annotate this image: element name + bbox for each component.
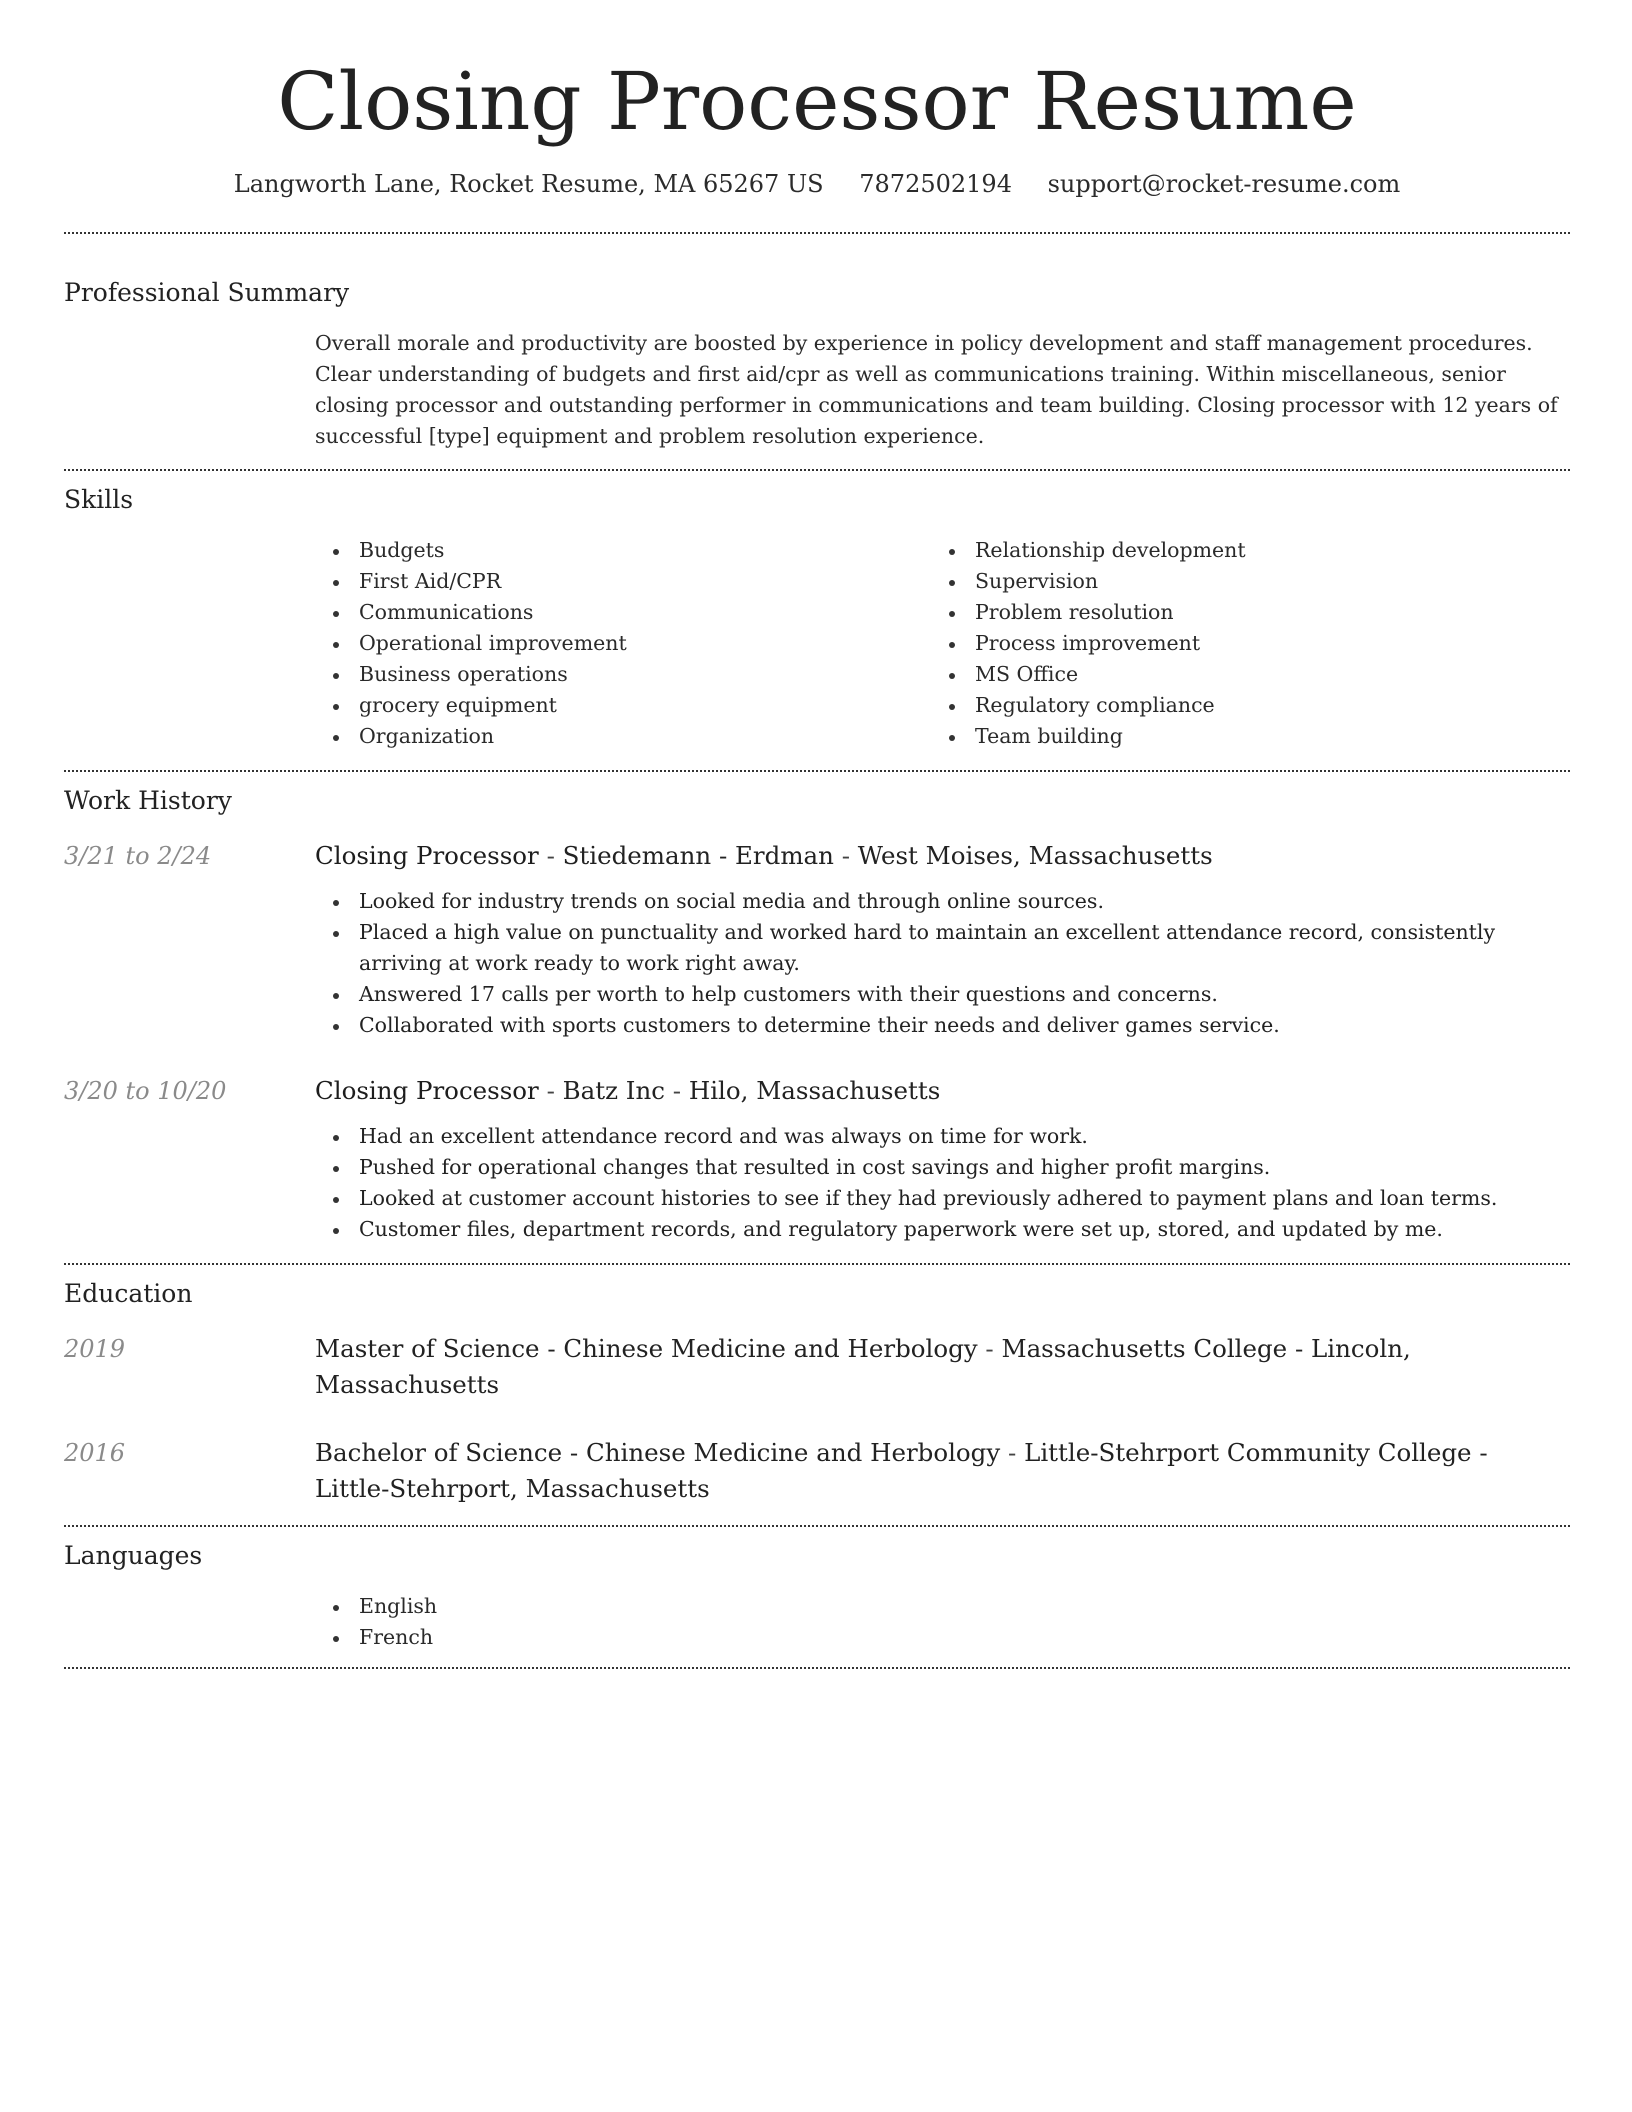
section-title-summary: Professional Summary: [64, 278, 350, 307]
list-item: Problem resolution: [931, 597, 1547, 628]
divider: [64, 1667, 1570, 1669]
list-item: Supervision: [931, 566, 1547, 597]
education-school: Little-Stehrport Community College - Little-Stehrport, Massachusetts: [315, 1438, 1488, 1503]
resume-page: [64, 0, 1570, 1669]
contact-address: Langworth Lane, Rocket Resume, MA 65267 US: [233, 170, 824, 198]
education-details: Master of Science - Chinese Medicine and Herbology - Massachusetts College - Lincoln, Massachusetts: [315, 1334, 1411, 1399]
skills-section: [64, 483, 1570, 752]
education-entry: [64, 1435, 1570, 1507]
list-item: Organization: [315, 721, 931, 752]
education-degree: Bachelor of Science - Chinese Medicine and Herbology: [315, 1438, 1001, 1467]
skills-column-left: [315, 535, 931, 752]
list-item: Answered 17 calls per worth to help customers with their questions and concerns.: [315, 979, 1565, 1010]
job-entry: [64, 838, 1570, 1041]
job-entry: [64, 1073, 1570, 1245]
education-section: [64, 1277, 1570, 1507]
languages-section: [64, 1539, 1570, 1653]
education-entry: [64, 1331, 1570, 1403]
job-company: Stiedemann - Erdman: [562, 841, 834, 870]
list-item: Looked at customer account histories to see if they had previously adhered to payment plans and loan terms.: [315, 1183, 1565, 1214]
list-item: Customer files, department records, and regulatory paperwork were set up, stored, and updated by me.: [315, 1214, 1565, 1245]
section-title-education: Education: [64, 1279, 193, 1308]
job-bullets: [315, 886, 1565, 1041]
job-role: Closing Processor: [315, 1076, 539, 1105]
list-item: First Aid/CPR: [315, 566, 931, 597]
education-year: 2016: [64, 1439, 126, 1467]
job-role: Closing Processor: [315, 841, 539, 870]
list-item: Had an excellent attendance record and was always on time for work.: [315, 1121, 1565, 1152]
job-details: [315, 1073, 1565, 1245]
page-title: Closing Processor Resume: [277, 55, 1357, 148]
job-location: Hilo, Massachusetts: [688, 1076, 941, 1105]
languages-list: [315, 1591, 1565, 1653]
job-location: West Moises, Massachusetts: [857, 841, 1213, 870]
job-dates: 3/20 to 10/20: [64, 1077, 227, 1105]
education-year: 2019: [64, 1335, 126, 1363]
list-item: Business operations: [315, 659, 931, 690]
job-heading: Closing Processor - Stiedemann - Erdman - West Moises, Massachusetts: [315, 841, 1213, 870]
education-degree: Master of Science - Chinese Medicine and Herbology: [315, 1334, 978, 1363]
list-item: Process improvement: [931, 628, 1547, 659]
list-item: Looked for industry trends on social media and through online sources.: [315, 886, 1565, 917]
list-item: Collaborated with sports customers to determine their needs and deliver games service.: [315, 1010, 1565, 1041]
divider: [64, 232, 1570, 234]
list-item: Placed a high value on punctuality and worked hard to maintain an excellent attendance record, consistently arriving at work ready to work right away.: [315, 917, 1565, 979]
job-bullets: [315, 1121, 1565, 1245]
section-title-work: Work History: [64, 786, 232, 815]
section-title-skills: Skills: [64, 485, 134, 514]
list-item: Budgets: [315, 535, 931, 566]
job-dates: 3/21 to 2/24: [64, 842, 212, 870]
list-item: English: [315, 1591, 1565, 1622]
summary-text: Overall morale and productivity are boosted by experience in policy development and staff management procedures. Clear understanding of budgets and first aid/cpr as well as communications training. Within miscellaneous, senior closing processor and outstanding performer in communications and team building. Closing processor with 12 years of successful [type] equipment and problem resolution experience.: [315, 331, 1558, 448]
job-company: Batz Inc: [562, 1076, 665, 1105]
list-item: Pushed for operational changes that resulted in cost savings and higher profit margins.: [315, 1152, 1565, 1183]
education-details: Bachelor of Science - Chinese Medicine and Herbology - Little-Stehrport Community College - Little-Stehrport, Massachusetts: [315, 1438, 1488, 1503]
list-item: Relationship development: [931, 535, 1547, 566]
divider: [64, 1263, 1570, 1265]
list-item: Team building: [931, 721, 1547, 752]
skills-column-right: [931, 535, 1547, 752]
education-school: Massachusetts College - Lincoln, Massachusetts: [315, 1334, 1411, 1399]
skills-list: [315, 535, 1565, 752]
job-details: [315, 838, 1565, 1041]
list-item: Regulatory compliance: [931, 690, 1547, 721]
divider: [64, 1525, 1570, 1527]
work-section: [64, 784, 1570, 1245]
divider: [64, 770, 1570, 772]
contact-email: support@rocket-resume.com: [1047, 170, 1401, 198]
divider: [64, 469, 1570, 471]
section-title-languages: Languages: [64, 1541, 203, 1570]
list-item: Operational improvement: [315, 628, 931, 659]
contact-line: [64, 168, 1570, 200]
list-item: MS Office: [931, 659, 1547, 690]
list-item: French: [315, 1622, 1565, 1653]
resume-header: [64, 54, 1570, 200]
job-heading: Closing Processor - Batz Inc - Hilo, Massachusetts: [315, 1076, 941, 1105]
list-item: grocery equipment: [315, 690, 931, 721]
list-item: Communications: [315, 597, 931, 628]
contact-phone: 7872502194: [859, 170, 1012, 198]
summary-section: [64, 276, 1570, 452]
